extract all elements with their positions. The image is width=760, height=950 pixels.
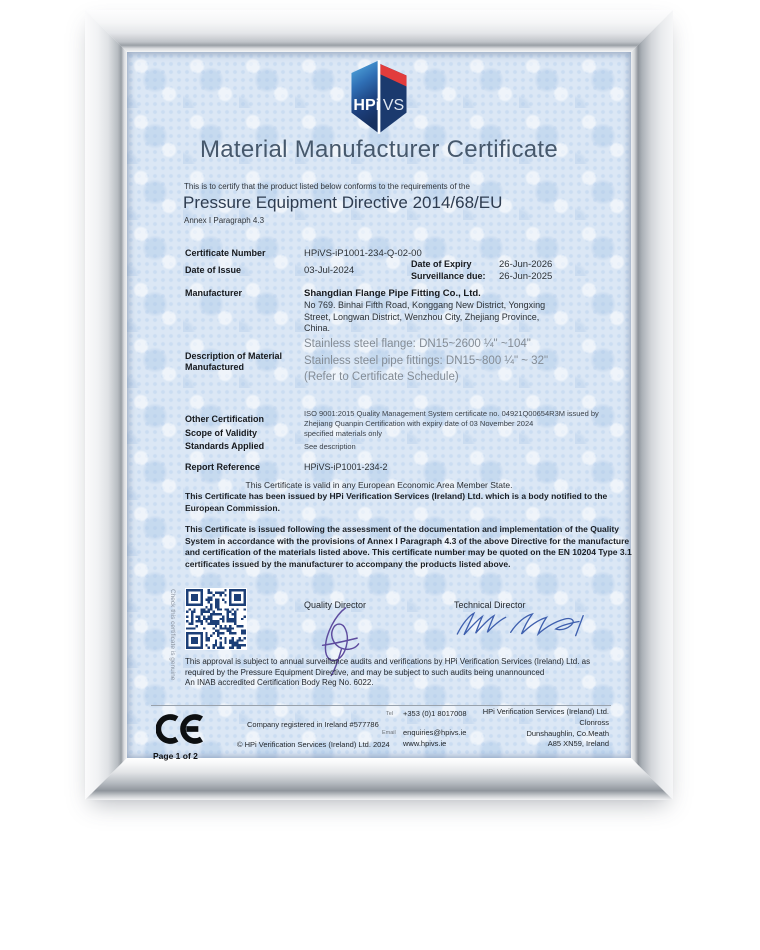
aluminium-frame — [85, 10, 673, 800]
description-line: Stainless steel pipe fittings: DN15~800 ¼" ~ 32" — [304, 354, 549, 367]
approval-text: This approval is subject to annual surveillance audits and verifications by HPi Verification Services (Ireland) Ltd. as required by the Pressure Equipment Directive, and may be subject to such audits being unannounced — [185, 657, 591, 677]
scope-of-validity-value: specified materials only — [304, 429, 382, 438]
tel-value: +353 (0)1 8017008 — [403, 709, 467, 718]
standards-applied-label: Standards Applied — [185, 441, 265, 451]
date-of-expiry-label: Date of Expiry — [411, 259, 472, 269]
hpivs-logo-icon — [347, 60, 411, 139]
approval-statement — [185, 657, 621, 689]
svg-text:HPi: HPi — [353, 97, 381, 115]
other-certification-value: ISO 9001:2015 Quality Management System certificate no. 04921Q00654R3M issued by Zhejiang Quanpin Certification with expiry date of 03 November 2024 — [304, 409, 599, 428]
report-reference-value: HPiVS-iP1001-234-2 — [304, 462, 388, 472]
standards-applied-value: See description — [304, 442, 356, 451]
intro-line: This is to certify that the product listed below conforms to the requirements of the — [184, 182, 470, 191]
directive-heading: Pressure Equipment Directive 2014/68/EU — [183, 193, 503, 212]
qr-caption: Check this certificate is genuine — [169, 589, 176, 681]
issued-by-statement: This Certificate has been issued by HPi Verification Services (Ireland) Ltd. which is a body notified to the European Commission. — [185, 491, 608, 513]
report-reference-label: Report Reference — [185, 462, 261, 472]
copyright-line: © HPi Verification Services (Ireland) Ltd. 2024 — [237, 740, 390, 749]
description-value — [304, 336, 548, 386]
issuer-address-line: A85 XN59, Ireland — [547, 739, 609, 749]
scope-of-validity-label: Scope of Validity — [185, 428, 258, 438]
issuer-address-line: Dunshaughlin, Co.Meath — [526, 728, 609, 738]
date-of-issue-label: Date of Issue — [185, 265, 242, 275]
issuer-address-line: Clonross — [579, 717, 609, 727]
surveillance-due-label: Surveillance due: — [411, 271, 486, 281]
frame-bottom-edge — [85, 758, 673, 800]
svg-text:VS: VS — [382, 97, 405, 115]
technical-director-label: Technical Director — [454, 600, 526, 610]
footer-divider — [151, 705, 611, 706]
date-of-expiry-value: 26-Jun-2026 — [499, 259, 553, 270]
company-registration: Company registered in Ireland #577786 — [247, 720, 379, 729]
issuer-address-block — [457, 707, 609, 750]
frame-left-edge — [85, 10, 127, 800]
email-value: enquiries@hpivs.ie — [403, 728, 467, 737]
frame-right-edge — [631, 10, 673, 800]
tel-label: Tel — [386, 711, 394, 717]
certificate-paper — [127, 52, 632, 761]
frame-top-edge — [85, 10, 673, 52]
validity-statement: This Certificate is valid in any European Economic Area Member State. — [245, 480, 513, 490]
issuer-address-line: HPi Verification Services (Ireland) Ltd. — [482, 707, 609, 716]
technical-director-signature — [439, 609, 619, 644]
description-line: (Refer to Certificate Schedule) — [304, 371, 459, 383]
page-number: Page 1 of 2 — [153, 751, 198, 761]
ce-mark-icon — [156, 711, 204, 752]
description-line: Stainless steel flange: DN15~2600 ¼" ~104" — [304, 338, 531, 350]
manufacturer-address: No 769. Binhai Fifth Road, Konggang New District, Yongxing Street, Longwan District, Wenzhou City, Zhejiang Province, China. — [304, 300, 546, 333]
certificate-title: Material Manufacturer Certificate — [199, 136, 559, 163]
description-label: Description of Material Manufactured — [185, 351, 283, 372]
date-of-issue-value: 03-Jul-2024 — [304, 265, 355, 276]
certificate-number-value: HPiVS-iP1001-234-Q-02-00 — [304, 248, 422, 259]
inab-text: An INAB accredited Certification Body Reg No. 6022. — [185, 678, 374, 687]
qr-code-icon — [185, 588, 247, 655]
surveillance-due-value: 26-Jun-2025 — [499, 271, 553, 282]
certificate-number-label: Certificate Number — [185, 248, 266, 258]
manufacturer-label: Manufacturer — [185, 288, 243, 298]
email-label: Email — [382, 730, 396, 736]
website-value: www.hpivs.ie — [403, 739, 447, 748]
annex-line: Annex I Paragraph 4.3 — [184, 216, 265, 225]
quality-director-label: Quality Director — [304, 600, 367, 610]
assessment-statement: This Certificate is issued following the assessment of the documentation and implementation of the Quality System in accordance with the provisions of Annex I Paragraph 4.3 of the above Directive for the manufacture and certification of the materials listed above. This certificate number may be quoted on the EN 10204 Type 3.1 certificates issued by the manufacturer to accompany the products listed above. — [185, 524, 632, 569]
manufacturer-name: Shangdian Flange Pipe Fitting Co., Ltd. — [304, 288, 481, 299]
other-certification-label: Other Certification — [185, 414, 265, 424]
